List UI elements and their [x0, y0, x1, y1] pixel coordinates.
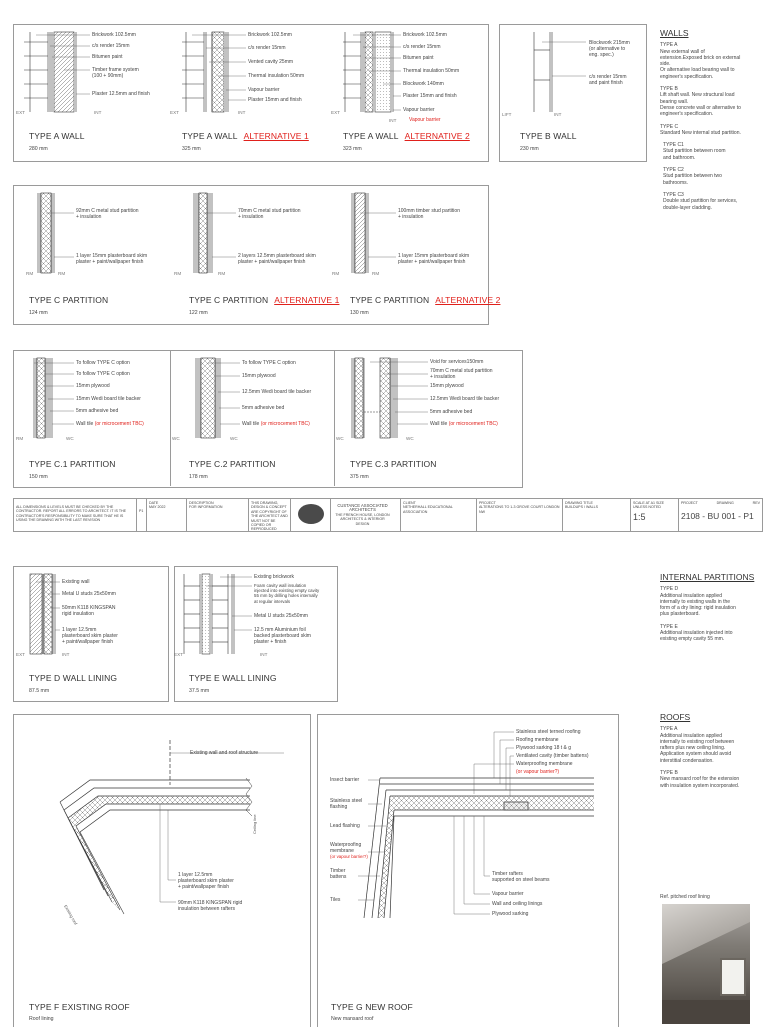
type-d-label-3: 50mm K118 KINGSPAN rigid insulation	[62, 605, 116, 617]
type-a-alt2-red-label: Vapour barrier	[409, 117, 441, 123]
type-a-wall-dim: 280 mm	[29, 146, 48, 152]
photo-floor	[662, 1000, 750, 1024]
type-a-alt1-int-tag: INT	[238, 110, 246, 115]
tb-scale-label: SCALE AT A1 SIZE UNLESS NOTED	[633, 501, 665, 510]
type-c3-label-6-text: Wall tile	[430, 421, 448, 427]
type-f-title: TYPE F EXISTING ROOF	[29, 1002, 130, 1012]
type-a-label-2: c/s render 15mm	[92, 43, 130, 49]
photo-window	[720, 958, 746, 996]
type-a-label-3: Bitumen paint	[92, 54, 123, 60]
type-g-right-3: Plywood sarking 18 t & g	[516, 745, 572, 751]
type-c-alt1-title	[189, 295, 339, 305]
walls-note-b: TYPE B Lift shaft wall. New structural load bearing wall. Dense concrete wall or alternative to engineer's specification.	[660, 86, 741, 118]
type-c-drawing	[26, 191, 176, 281]
type-a-alt1-label-6: Plaster 15mm and finish	[248, 97, 302, 103]
roofs-note-a: TYPE A Additional insulation applied internally to existing roof between rafters plus new ceiling lining. Application system should avoid interstitial condensation.	[660, 726, 735, 764]
type-b-wall-dim: 230 mm	[520, 146, 539, 152]
type-c1-right-tag: WC	[66, 436, 74, 441]
type-c-alt1-title-text: TYPE C PARTITION	[189, 295, 269, 305]
type-g-left-6: Tiles	[330, 897, 341, 903]
type-c2-label-1: To follow TYPE C option	[242, 360, 296, 366]
type-g-right-red: (or vapour barrier?)	[516, 769, 560, 775]
type-b-wall-title: TYPE B WALL	[520, 131, 577, 141]
type-c2-section	[172, 356, 330, 446]
type-a-alt1-label-4: Thermal insulation 50mm	[248, 73, 305, 79]
tb-architect	[330, 499, 394, 531]
internal-notes-heading: INTERNAL PARTITIONS	[660, 572, 755, 582]
wet-divider-2	[334, 350, 335, 486]
type-a-alt2-ext-tag: EXT	[331, 110, 340, 115]
type-f-sub: Roof lining	[29, 1016, 54, 1022]
type-c1-label-4: 15mm Wedi board tile backer	[76, 396, 141, 402]
roofs-notes	[660, 714, 764, 795]
type-a-alt2-label-3: Bitumen paint	[403, 55, 434, 61]
type-d-label-2: Metal U studs 25x50mm	[62, 591, 116, 597]
walls-notes	[660, 30, 764, 217]
type-c2-label-5-text: Wall tile	[242, 421, 260, 427]
type-g-title: TYPE G NEW ROOF	[331, 1002, 413, 1012]
type-g-bottom-2: Vapour barrier	[492, 891, 524, 897]
type-c-alt2-label-2: 1 layer 15mm plasterboard skim plaster + paint/wallpaper finish	[398, 253, 470, 265]
type-c-alt2-alt-text: ALTERNATIVE 2	[435, 295, 501, 305]
tb-drawing-label: DRAWING	[716, 501, 734, 505]
tb-drawing-title-label: DRAWING TITLE	[565, 501, 593, 505]
type-a-alt2-label-7: Vapour barrier	[403, 107, 435, 113]
type-a-alt1-label-2: c/s render 15mm	[248, 45, 286, 51]
type-g-bottom-4: Plywood sarking	[492, 911, 529, 917]
type-c1-red-note: (or microcement TBC)	[94, 421, 144, 427]
type-e-ext-tag: EXT	[174, 652, 183, 657]
type-e-title: TYPE E WALL LINING	[189, 673, 277, 683]
type-a-alt2-label-1: Brickwork 102.5mm	[403, 32, 447, 38]
type-g-left-2: Stainless steel flashing	[330, 798, 363, 810]
type-c2-label-5	[242, 421, 310, 427]
type-f-label-3: 90mm K118 KINGSPAN rigid insulation between rafters	[178, 900, 243, 912]
type-g-bottom-1: Timber rafters supported on steel beams	[492, 871, 550, 883]
tb-date-value: MAY 2022	[149, 505, 166, 510]
type-f-drawing	[20, 730, 305, 930]
type-a-alt2-label-2: c/s render 15mm	[403, 44, 441, 50]
type-c2-label-3: 12.5mm Wedi board tile backer	[242, 389, 312, 395]
type-a-int-tag: INT	[94, 110, 102, 115]
type-c-alt1-label-1: 70mm C metal stud partition + insulation	[238, 208, 301, 220]
type-a-alt2-dim: 323 mm	[343, 146, 362, 152]
tb-project-label: PROJECT	[479, 501, 496, 505]
type-a-alt2-title	[343, 131, 470, 141]
type-e-section	[174, 572, 335, 664]
walls-note-c3: TYPE C3 Double stud partition for services, double-layer cladding.	[663, 191, 738, 211]
type-g-bottom-3: Wall and ceiling linings	[492, 901, 543, 907]
type-a-alt1-alt-text: ALTERNATIVE 1	[243, 131, 309, 141]
type-c-alt1-alt-text: ALTERNATIVE 1	[274, 295, 340, 305]
internal-notes	[660, 574, 764, 649]
type-g-drawing	[324, 728, 614, 938]
walls-note-c1: TYPE C1 Stud partition between room and bathroom.	[663, 142, 726, 161]
type-g-sub: New mansard roof	[331, 1016, 374, 1022]
tb-client-label: CLIENT	[403, 501, 416, 505]
tb-project	[476, 499, 562, 531]
tb-date	[146, 499, 186, 531]
type-c-alt2-label-1: 100mm timber stud partition + insulation	[398, 208, 460, 220]
type-c-alt2-drawing	[336, 191, 486, 281]
type-c-alt2-left-tag: RM	[332, 271, 340, 276]
type-g-left-1: Insect barrier	[330, 777, 360, 783]
photo-caption: Ref. pitched roof lining	[660, 894, 710, 900]
type-c2-title: TYPE C.2 PARTITION	[189, 459, 276, 469]
roofs-note-b: TYPE B New mansard roof for the extension with insulation system incorporated.	[660, 770, 740, 789]
type-a-alt2-alt-text: ALTERNATIVE 2	[404, 131, 470, 141]
type-a-alt2-section	[331, 30, 493, 123]
type-c-section	[26, 191, 176, 281]
tb-logo-cell	[290, 499, 330, 531]
tb-scale-value: 1:5	[633, 511, 646, 522]
type-c-alt1-left-tag: RM	[174, 271, 182, 276]
type-a-ext-tag: EXT	[16, 110, 25, 115]
tb-desc-label: DESCRIPTION	[189, 501, 214, 505]
type-g-left-red: (or vapour barrier?)	[330, 854, 368, 859]
type-e-dim: 37.5 mm	[189, 688, 210, 694]
type-d-int-tag: INT	[62, 652, 70, 657]
type-d-drawing	[26, 572, 166, 664]
title-block	[13, 498, 763, 532]
type-a-label-1: Brickwork 102.5mm	[92, 32, 136, 38]
type-c-alt2-title-text: TYPE C PARTITION	[350, 295, 430, 305]
type-b-label-1: Blockwork 215mm (or alternative to eng. spec.)	[589, 40, 630, 58]
type-c-alt1-section	[174, 191, 328, 281]
type-c2-dim: 178 mm	[189, 474, 208, 480]
type-c3-label-4: 12.5mm Wedi board tile backer	[430, 396, 500, 402]
tb-client-value: NETHERHALL EDUCATIONAL ASSOCIATION	[403, 505, 453, 514]
type-d-section	[16, 572, 166, 664]
type-a-alt2-title-text: TYPE A WALL	[343, 131, 399, 141]
type-f-label-2: 1 layer 12.5mm plasterboard skim plaster + paint/wallpaper finish	[178, 872, 234, 890]
type-c1-title: TYPE C.1 PARTITION	[29, 459, 116, 469]
photo-slope	[662, 904, 750, 964]
type-a-alt2-label-5: Blockwork 140mm	[403, 81, 444, 87]
type-c-title: TYPE C PARTITION	[29, 295, 109, 305]
type-g-left-3: Lead flashing	[330, 823, 360, 829]
tb-scale	[630, 499, 678, 531]
tb-drawing-title	[562, 499, 630, 531]
type-c2-left-tag: WC	[172, 436, 180, 441]
type-c2-red-note: (or microcement TBC)	[260, 421, 310, 427]
type-c-alt1-right-tag: RM	[218, 271, 226, 276]
tb-project-no-label: PROJECT	[681, 501, 698, 505]
tb-copyright: THIS DRAWING, DESIGN & CONCEPT ARE COPYRIGHT OF THE ARCHITECT AND MUST NOT BE COPIED OR REPRODUCED	[248, 499, 290, 531]
type-a-wall-section	[16, 30, 174, 122]
type-c-right-tag: RM	[58, 271, 66, 276]
type-a-wall-title: TYPE A WALL	[29, 131, 85, 141]
type-g-right-4: Ventilated cavity (timber battens)	[516, 753, 589, 759]
type-a-alt2-label-4: Thermal insulation 50mm	[403, 68, 460, 74]
type-a-label-4: Timber frame system (100 + 90mm)	[92, 67, 139, 79]
type-c3-section	[336, 356, 518, 446]
type-c2-right-tag: WC	[230, 436, 238, 441]
architect-logo-icon	[291, 499, 327, 527]
type-c2-label-4: 5mm adhesive bed	[242, 405, 285, 411]
type-e-label-3: Metal U studs 25x50mm	[254, 613, 308, 619]
walls-note-c2: TYPE C2 Stud partition between two bathrooms.	[663, 167, 722, 186]
type-c-dim: 124 mm	[29, 310, 48, 316]
type-c3-red-note: (or microcement TBC)	[448, 421, 498, 427]
tb-drawing-number	[678, 499, 762, 531]
walls-note-a: TYPE A New external wall of extension.Exposed brick on external side. Or alternative load bearing wall to engineer's specification.	[660, 42, 741, 80]
tb-desc	[186, 499, 242, 531]
type-g-left-5: Timber battens	[330, 868, 347, 880]
type-c1-label-1: To follow TYPE C option	[76, 360, 130, 366]
type-c3-label-2: 70mm C metal stud partition + insulation	[430, 368, 493, 380]
type-c1-label-6-text: Wall tile	[76, 421, 94, 427]
type-g-right-1: Stainless steel terned roofing	[516, 729, 581, 735]
type-c1-left-tag: RM	[16, 436, 24, 441]
internal-note-e: TYPE E Additional insulation injected into existing empty cavity 55 mm.	[660, 623, 733, 643]
type-g-section	[324, 728, 614, 938]
type-a-alt1-title-text: TYPE A WALL	[182, 131, 238, 141]
walls-notes-heading: WALLS	[660, 28, 689, 38]
tb-client	[400, 499, 476, 531]
tb-drawing-title-value: BUILDUPS / WALLS	[565, 505, 599, 510]
type-c3-right-tag: WC	[406, 436, 414, 441]
type-a-alt2-label-6: Plaster 15mm and finish	[403, 93, 457, 99]
type-e-label-1: Existing brickwork	[254, 574, 295, 580]
tb-drawing-no-value: 2108 - BU 001 - P1	[681, 511, 754, 522]
type-c1-label-3: 15mm plywood	[76, 383, 110, 389]
type-d-label-4: 1 layer 12.5mm plasterboard skim plaster + paint/wallpaper finish	[62, 627, 118, 645]
type-c1-label-5: 5mm adhesive bed	[76, 408, 119, 414]
type-b-int-tag: INT	[554, 112, 562, 117]
type-c-alt1-dim: 122 mm	[189, 310, 208, 316]
walls-note-c: TYPE C Standard New internal stud partition.	[660, 123, 741, 136]
type-b-label-2: c/s render 15mm and paint finish	[589, 74, 627, 86]
type-c-alt2-right-tag: RM	[372, 271, 380, 276]
type-c2-label-2: 15mm plywood	[242, 373, 276, 379]
type-a-alt2-int-tag: INT	[389, 118, 397, 123]
type-d-ext-tag: EXT	[16, 652, 25, 657]
type-d-title: TYPE D WALL LINING	[29, 673, 118, 683]
type-c-alt1-label-2: 2 layers 12.5mm plasterboard skim plaster + paint/wallpaper finish	[238, 253, 316, 265]
type-c3-label-3: 15mm plywood	[430, 383, 464, 389]
type-g-right-5: Waterproofing membrane	[516, 761, 573, 767]
roofs-notes-heading: ROOFS	[660, 712, 691, 722]
type-c2-drawing	[180, 356, 330, 446]
type-c-alt1-drawing	[178, 191, 328, 281]
type-d-label-1: Existing wall	[62, 579, 90, 585]
type-a-alt1-label-3: Vented cavity 25mm	[248, 59, 294, 65]
type-c1-dim: 150 mm	[29, 474, 48, 480]
type-a-alt1-label-5: Vapour barrier	[248, 87, 280, 93]
type-c3-left-tag: WC	[336, 436, 344, 441]
type-c-left-tag: RM	[26, 271, 34, 276]
type-c3-label-1: Void for services150mm	[430, 359, 484, 365]
type-d-dim: 87.5 mm	[29, 688, 50, 694]
type-a-alt1-title	[182, 131, 309, 141]
type-c-alt2-dim: 130 mm	[350, 310, 369, 316]
type-c3-dim: 375 mm	[350, 474, 369, 480]
type-c-alt2-title	[350, 295, 500, 305]
type-f-label-1: Existing wall and roof structure	[190, 750, 259, 756]
type-f-existing-tag: Existing roof	[63, 904, 79, 926]
type-a-alt1-dim: 325 mm	[182, 146, 201, 152]
type-c1-section	[16, 356, 169, 446]
type-c1-label-2: To follow TYPE C option	[76, 371, 130, 377]
tb-rev: P1	[136, 499, 146, 531]
type-a-label-5: Plaster 12.5mm and finish	[92, 91, 150, 97]
type-g-left-4: Waterproofing membrane	[330, 842, 362, 854]
tb-rev-label: REV	[752, 501, 760, 505]
tb-architect-name: CUSTANCE ASSOCIATED ARCHITECTS	[337, 503, 388, 513]
type-g-right-2: Roofing membrane	[516, 737, 559, 743]
type-b-wall-section	[502, 30, 640, 122]
type-e-label-2: Foam cavity wall insulation injected into existing empty cavity 55 mm by drilling holes internally at regular intervals	[254, 583, 320, 604]
type-c3-title: TYPE C.3 PARTITION	[350, 459, 437, 469]
internal-note-d: TYPE D Additional insulation applied internally to existing walls in the form of a dry lining: rigid insulation plus plasterboard.	[660, 586, 736, 618]
type-b-lift-tag: LIFT	[502, 112, 512, 117]
tb-disclaimer: ALL DIMENSIONS & LEVELS MUST BE CHECKED BY THE CONTRACTOR. REPORT ALL ERRORS TO ARCHITECT. IT IS THE CONTRACTOR'S RESPONSIBILITY TO MAKE SURE THAT HE IS USING THE DRAWING WITH THE LAST REVISION	[16, 505, 127, 523]
wet-divider-1	[170, 350, 171, 486]
reference-roof-photo	[662, 904, 750, 1024]
tb-architect-sub: THE FRENCH HOUSE, LONDON ARCHITECTS & INTERIOR DESIGN	[335, 512, 390, 526]
type-c3-label-6	[430, 421, 498, 427]
type-c1-label-6	[76, 421, 144, 427]
type-a-alt1-ext-tag: EXT	[170, 110, 179, 115]
tb-date-label: DATE	[149, 501, 159, 505]
type-c-label-1: 92mm C metal stud partition + insulation	[76, 208, 139, 220]
type-a-alt1-section	[170, 30, 332, 122]
type-c-label-2: 1 layer 15mm plasterboard skim plaster + paint/wallpaper finish	[76, 253, 148, 265]
tb-project-value: ALTERATIONS TO 1-3 GROVE COURT LONDON NW	[479, 505, 560, 514]
tb-desc-value: FOR INFORMATION	[189, 505, 223, 510]
type-a-alt1-label-1: Brickwork 102.5mm	[248, 32, 292, 38]
type-e-int-tag: INT	[260, 652, 268, 657]
type-f-ceiling-tag: Ceiling line	[252, 814, 257, 834]
type-f-section	[20, 730, 305, 930]
type-e-label-4: 12.5 mm Aluminium foil backed plasterboard skim plaster + finish	[254, 627, 311, 645]
type-c3-label-5: 5mm adhesive bed	[430, 409, 473, 415]
type-c-alt2-section	[332, 191, 486, 281]
